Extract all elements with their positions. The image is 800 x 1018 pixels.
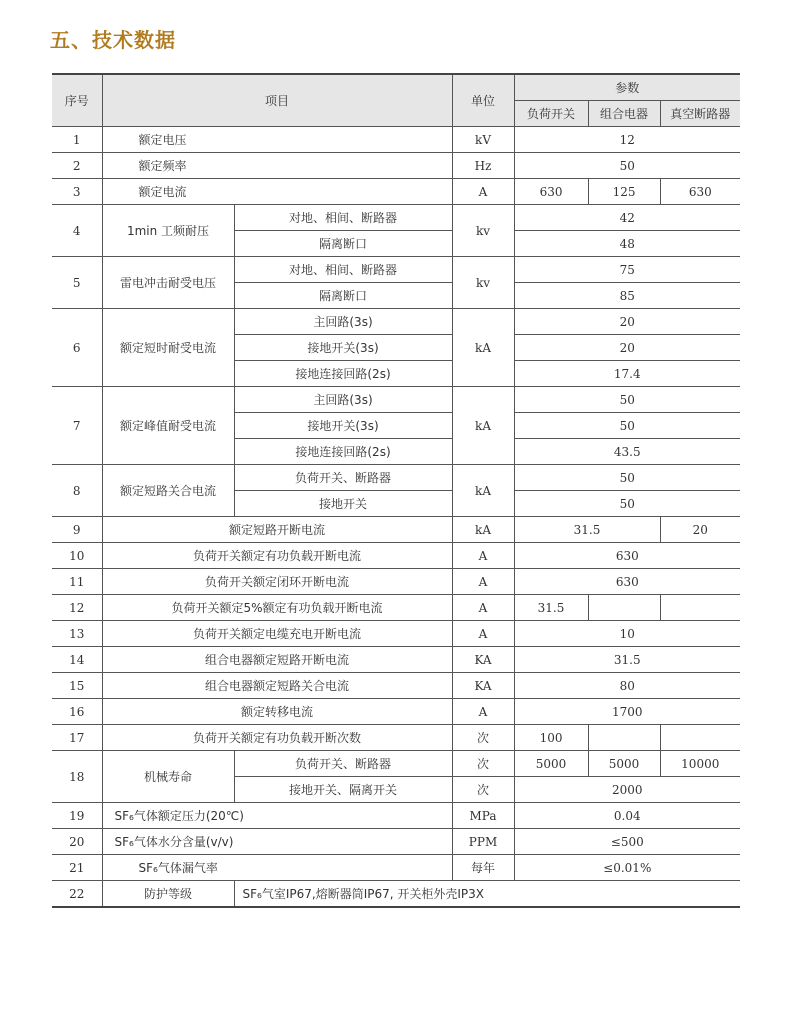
row-unit: 次 xyxy=(452,725,514,751)
row-no: 16 xyxy=(52,699,102,725)
row-value: 31.5 xyxy=(514,647,740,673)
protection-description: SF₆气室IP67,熔断器筒IP67, 开关柜外壳IP3X xyxy=(234,881,740,908)
row-item: 额定电流 xyxy=(102,179,452,205)
table-row xyxy=(52,543,740,569)
row-unit: PPM xyxy=(452,829,514,855)
row-item: 额定短时耐受电流 xyxy=(102,309,234,387)
row-item: 额定电压 xyxy=(102,127,452,153)
table-row xyxy=(52,751,740,777)
header-row xyxy=(52,74,740,101)
table-row xyxy=(52,465,740,491)
row-value: ≤500 xyxy=(514,829,740,855)
header-no: 序号 xyxy=(52,74,102,127)
row-item: 雷电冲击耐受电压 xyxy=(102,257,234,309)
row-value: 50 xyxy=(514,153,740,179)
value-vcb: 630 xyxy=(660,179,740,205)
row-item: 负荷开关额定电缆充电开断电流 xyxy=(102,621,452,647)
row-no: 20 xyxy=(52,829,102,855)
header-item: 项目 xyxy=(102,74,452,127)
table-row xyxy=(52,881,740,908)
header-unit: 单位 xyxy=(452,74,514,127)
row-unit: A xyxy=(452,179,514,205)
row-item: SF₆气体水分含量(v/v) xyxy=(102,829,452,855)
row-value: 2000 xyxy=(514,777,740,803)
table-row xyxy=(52,387,740,413)
value-load-switch: 100 xyxy=(514,725,588,751)
row-unit: A xyxy=(452,621,514,647)
value-vcb xyxy=(660,725,740,751)
row-unit: 每年 xyxy=(452,855,514,881)
row-unit: KA xyxy=(452,647,514,673)
row-unit: MPa xyxy=(452,803,514,829)
row-no: 17 xyxy=(52,725,102,751)
row-item: 额定峰值耐受电流 xyxy=(102,387,234,465)
row-no: 21 xyxy=(52,855,102,881)
row-value: 42 xyxy=(514,205,740,231)
row-no: 7 xyxy=(52,387,102,465)
value-combo xyxy=(588,595,660,621)
row-item: 机械寿命 xyxy=(102,751,234,803)
table-row xyxy=(52,153,740,179)
row-no: 9 xyxy=(52,517,102,543)
row-subitem: 隔离断口 xyxy=(234,283,452,309)
row-subitem: 接地开关(3s) xyxy=(234,335,452,361)
row-no: 4 xyxy=(52,205,102,257)
table-row xyxy=(52,179,740,205)
table-row xyxy=(52,205,740,231)
row-subitem: 接地连接回路(2s) xyxy=(234,439,452,465)
table-row xyxy=(52,855,740,881)
row-value: 1700 xyxy=(514,699,740,725)
row-value: 50 xyxy=(514,387,740,413)
table-row xyxy=(52,517,740,543)
value-vcb: 10000 xyxy=(660,751,740,777)
row-unit: 次 xyxy=(452,751,514,777)
row-value: 12 xyxy=(514,127,740,153)
row-value: 48 xyxy=(514,231,740,257)
row-unit: kv xyxy=(452,205,514,257)
row-item: 防护等级 xyxy=(102,881,234,908)
value-combo xyxy=(588,725,660,751)
table-row xyxy=(52,673,740,699)
row-no: 15 xyxy=(52,673,102,699)
row-item: 额定短路关合电流 xyxy=(102,465,234,517)
header-params: 参数 xyxy=(514,74,740,101)
row-unit: kA xyxy=(452,309,514,387)
value-vcb: 20 xyxy=(660,517,740,543)
row-subitem: 接地开关 xyxy=(234,491,452,517)
row-item: 1min 工频耐压 xyxy=(102,205,234,257)
row-unit: Hz xyxy=(452,153,514,179)
table-row xyxy=(52,127,740,153)
row-value: 630 xyxy=(514,569,740,595)
row-item: SF₆气体漏气率 xyxy=(102,855,452,881)
row-value: 50 xyxy=(514,465,740,491)
row-unit: A xyxy=(452,543,514,569)
row-unit: KA xyxy=(452,673,514,699)
row-subitem: 对地、相间、断路器 xyxy=(234,257,452,283)
value-combo: 5000 xyxy=(588,751,660,777)
row-item: 额定短路开断电流 xyxy=(102,517,452,543)
row-subitem: 主回路(3s) xyxy=(234,387,452,413)
row-value: 17.4 xyxy=(514,361,740,387)
table-row xyxy=(52,309,740,335)
table-row xyxy=(52,569,740,595)
table-row xyxy=(52,595,740,621)
header-load-switch: 负荷开关 xyxy=(514,101,588,127)
row-value: 75 xyxy=(514,257,740,283)
row-unit: kV xyxy=(452,127,514,153)
row-value: 10 xyxy=(514,621,740,647)
row-value: ≤0.01% xyxy=(514,855,740,881)
row-unit: A xyxy=(452,569,514,595)
value-vcb xyxy=(660,595,740,621)
row-subitem: 负荷开关、断路器 xyxy=(234,751,452,777)
table-row xyxy=(52,725,740,751)
row-no: 14 xyxy=(52,647,102,673)
row-unit: kA xyxy=(452,387,514,465)
row-unit: kA xyxy=(452,465,514,517)
section-title: 五、技术数据 xyxy=(50,28,176,52)
row-no: 6 xyxy=(52,309,102,387)
row-item: 负荷开关额定5%额定有功负载开断电流 xyxy=(102,595,452,621)
table-row xyxy=(52,621,740,647)
row-no: 1 xyxy=(52,127,102,153)
row-no: 5 xyxy=(52,257,102,309)
row-subitem: 接地开关(3s) xyxy=(234,413,452,439)
row-value: 630 xyxy=(514,543,740,569)
row-item: 负荷开关额定有功负载开断电流 xyxy=(102,543,452,569)
row-no: 19 xyxy=(52,803,102,829)
row-value: 43.5 xyxy=(514,439,740,465)
row-item: 额定频率 xyxy=(102,153,452,179)
table-row xyxy=(52,257,740,283)
row-item: 负荷开关额定有功负载开断次数 xyxy=(102,725,452,751)
technical-data-table xyxy=(52,73,740,908)
row-no: 8 xyxy=(52,465,102,517)
row-value: 50 xyxy=(514,413,740,439)
row-subitem: 接地连接回路(2s) xyxy=(234,361,452,387)
row-item: 组合电器额定短路关合电流 xyxy=(102,673,452,699)
row-value: 80 xyxy=(514,673,740,699)
row-item: SF₆气体额定压力(20℃) xyxy=(102,803,452,829)
table-row xyxy=(52,829,740,855)
row-unit: kv xyxy=(452,257,514,309)
row-subitem: 隔离断口 xyxy=(234,231,452,257)
value-load-switch: 630 xyxy=(514,179,588,205)
table-row xyxy=(52,803,740,829)
row-no: 13 xyxy=(52,621,102,647)
row-subitem: 主回路(3s) xyxy=(234,309,452,335)
row-no: 3 xyxy=(52,179,102,205)
table-row xyxy=(52,647,740,673)
row-item: 组合电器额定短路开断电流 xyxy=(102,647,452,673)
header-combo: 组合电器 xyxy=(588,101,660,127)
row-value: 50 xyxy=(514,491,740,517)
row-no: 18 xyxy=(52,751,102,803)
row-subitem: 接地开关、隔离开关 xyxy=(234,777,452,803)
row-value: 20 xyxy=(514,309,740,335)
row-unit: kA xyxy=(452,517,514,543)
row-subitem: 对地、相间、断路器 xyxy=(234,205,452,231)
row-no: 12 xyxy=(52,595,102,621)
row-no: 2 xyxy=(52,153,102,179)
value-load-switch: 5000 xyxy=(514,751,588,777)
row-item: 负荷开关额定闭环开断电流 xyxy=(102,569,452,595)
table-row xyxy=(52,699,740,725)
row-unit: A xyxy=(452,595,514,621)
row-value: 85 xyxy=(514,283,740,309)
value-load-combo: 31.5 xyxy=(514,517,660,543)
value-load-switch: 31.5 xyxy=(514,595,588,621)
row-subitem: 负荷开关、断路器 xyxy=(234,465,452,491)
row-item: 额定转移电流 xyxy=(102,699,452,725)
row-no: 11 xyxy=(52,569,102,595)
row-no: 22 xyxy=(52,881,102,908)
row-value: 0.04 xyxy=(514,803,740,829)
row-value: 20 xyxy=(514,335,740,361)
header-vcb: 真空断路器 xyxy=(660,101,740,127)
row-no: 10 xyxy=(52,543,102,569)
row-unit: 次 xyxy=(452,777,514,803)
value-combo: 125 xyxy=(588,179,660,205)
row-unit: A xyxy=(452,699,514,725)
